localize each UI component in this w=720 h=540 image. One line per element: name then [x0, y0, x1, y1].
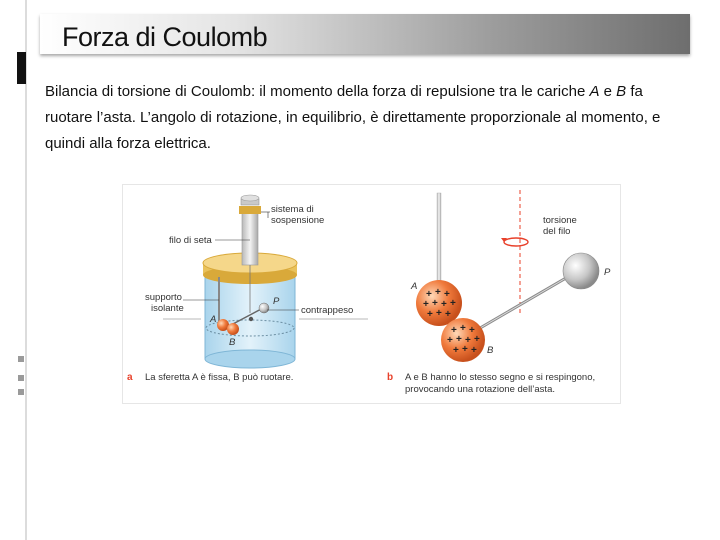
rod-pivot — [249, 317, 253, 321]
label-counterweight: contrappeso — [301, 305, 354, 316]
plus-sign: + — [444, 289, 450, 300]
plus-sign: + — [450, 298, 456, 309]
description-lead: Bilancia di torsione di Coulomb — [45, 83, 251, 100]
label-b-left: B — [229, 337, 236, 348]
plus-sign: + — [447, 335, 453, 346]
apparatus-left — [127, 195, 368, 383]
plus-sign: + — [471, 345, 477, 356]
caption-b-line-1: A e B hanno lo stesso segno e si respingono, — [405, 372, 596, 383]
sphere-b — [227, 323, 239, 335]
label-p-left: P — [273, 296, 280, 307]
slide-title: Forza di Coulomb — [62, 22, 268, 52]
plus-sign: + — [432, 298, 438, 309]
slide-marker-dot — [18, 389, 24, 395]
plus-sign: + — [427, 309, 433, 320]
label-torsion-2: del filo — [543, 226, 571, 237]
label-a-right: A — [411, 281, 418, 292]
plus-sign: + — [462, 344, 468, 355]
slide-description — [45, 79, 685, 157]
slide-marker-dot — [18, 375, 24, 381]
caption-letter-a: a — [127, 372, 133, 383]
plus-sign: + — [474, 334, 480, 345]
label-b-right: B — [487, 345, 494, 356]
label-p-right: P — [604, 267, 611, 278]
tube-ring — [239, 206, 261, 214]
plus-sign: + — [426, 289, 432, 300]
tube-cap — [241, 195, 259, 201]
charge-a-label: A — [589, 83, 600, 100]
jar-bottom — [205, 350, 295, 368]
counterweight-sphere — [259, 303, 269, 313]
label-torsion-1: torsione — [543, 215, 577, 226]
plus-sign: + — [423, 299, 429, 310]
label-silk-thread: filo di seta — [169, 235, 212, 246]
title-bar — [40, 14, 690, 54]
plus-sign: + — [465, 335, 471, 346]
apparatus-right — [387, 190, 611, 395]
plus-sign: + — [445, 309, 451, 320]
torsion-arrow — [504, 238, 528, 246]
plus-sign: + — [456, 334, 462, 345]
label-support-1: supporto — [145, 292, 182, 303]
counterweight-sphere-right — [563, 253, 599, 289]
label-suspension-2: sospensione — [271, 215, 325, 226]
description-part-2: e — [599, 83, 617, 100]
label-a-left: A — [210, 314, 217, 325]
suspension-tube — [242, 213, 258, 265]
caption-b-line-2: provocando una rotazione dell’asta. — [405, 384, 555, 395]
plus-sign: + — [460, 323, 466, 334]
description-part-1: : il momento della forza di repulsione tra le cariche — [250, 83, 590, 100]
torsion-balance-figure — [122, 184, 621, 404]
plus-sign: + — [436, 308, 442, 319]
plus-sign: + — [469, 325, 475, 336]
caption-a: La sferetta A è fissa, B può ruotare. — [145, 372, 294, 383]
slide-marker-block — [17, 52, 26, 84]
label-suspension-1: sistema di — [271, 204, 314, 215]
charge-b-label: B — [616, 83, 627, 100]
plus-sign: + — [451, 325, 457, 336]
plus-sign: + — [435, 287, 441, 298]
torsion-balance-illustration — [123, 185, 620, 403]
plus-sign: + — [441, 299, 447, 310]
plus-sign: + — [453, 345, 459, 356]
label-support-2: isolante — [151, 303, 184, 314]
fixed-rod — [437, 193, 441, 283]
description-part-3: fa ruotare l’asta. L’angolo di rotazione, in equilibrio, è direttamente proporzionale al momento, e quindi alla forza elettrica. — [45, 83, 661, 152]
slide-marker-dot — [18, 356, 24, 362]
caption-letter-b: b — [387, 372, 394, 383]
